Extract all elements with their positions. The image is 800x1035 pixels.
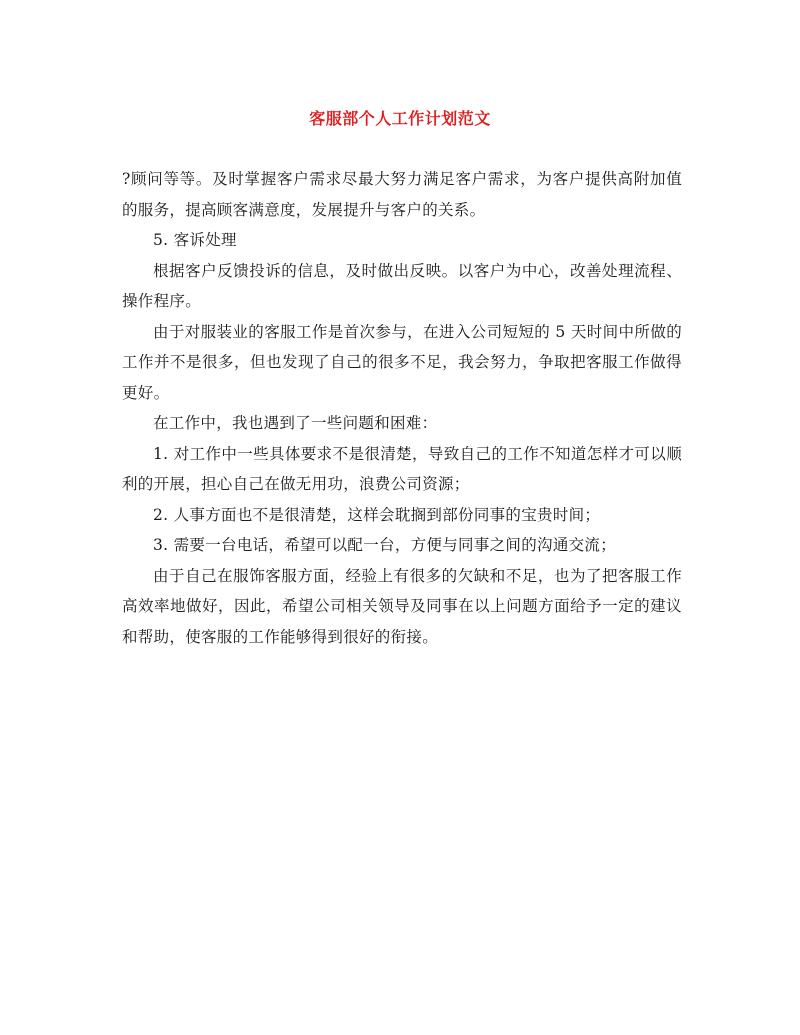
paragraph: 根据客户反馈投诉的信息，及时做出反映。以客户为中心，改善处理流程、操作程序。 bbox=[122, 261, 682, 310]
paragraph: 由于自己在服饰客服方面，经验上有很多的欠缺和不足，也为了把客服工作高效率地做好，因此，希望公司相关领导及同事在以上问题方面给予一定的建议和帮助，使客服的工作能够得到很好的衔接。 bbox=[122, 566, 682, 646]
paragraph: 3. 需要一台电话，希望可以配一台，方便与同事之间的沟通交流； bbox=[153, 536, 617, 554]
paragraph: 2. 人事方面也不是很清楚，这样会耽搁到部份同事的宝贵时间； bbox=[153, 505, 601, 524]
document-title: 客服部个人工作计划范文 bbox=[309, 109, 491, 128]
paragraph: 5. 客诉处理 bbox=[153, 231, 237, 249]
paragraph: 在工作中，我也遇到了一些问题和困难： bbox=[153, 414, 438, 432]
document-body bbox=[122, 164, 682, 652]
paragraph: ?顾问等等。及时掌握客户需求尽最大努力满足客户需求，为客户提供高附加值的服务，提高顾客满意度，发展提升与客户的关系。 bbox=[122, 170, 682, 219]
paragraph: 1. 对工作中一些具体要求不是很清楚，导致自己的工作不知道怎样才可以顺利的开展，担心自己在做无用功，浪费公司资源； bbox=[122, 444, 682, 493]
paragraph: 由于对服装业的客服工作是首次参与，在进入公司短短的 5 天时间中所做的工作并不是很多，但也发现了自己的很多不足，我会努力，争取把客服工作做得更好。 bbox=[122, 322, 682, 402]
